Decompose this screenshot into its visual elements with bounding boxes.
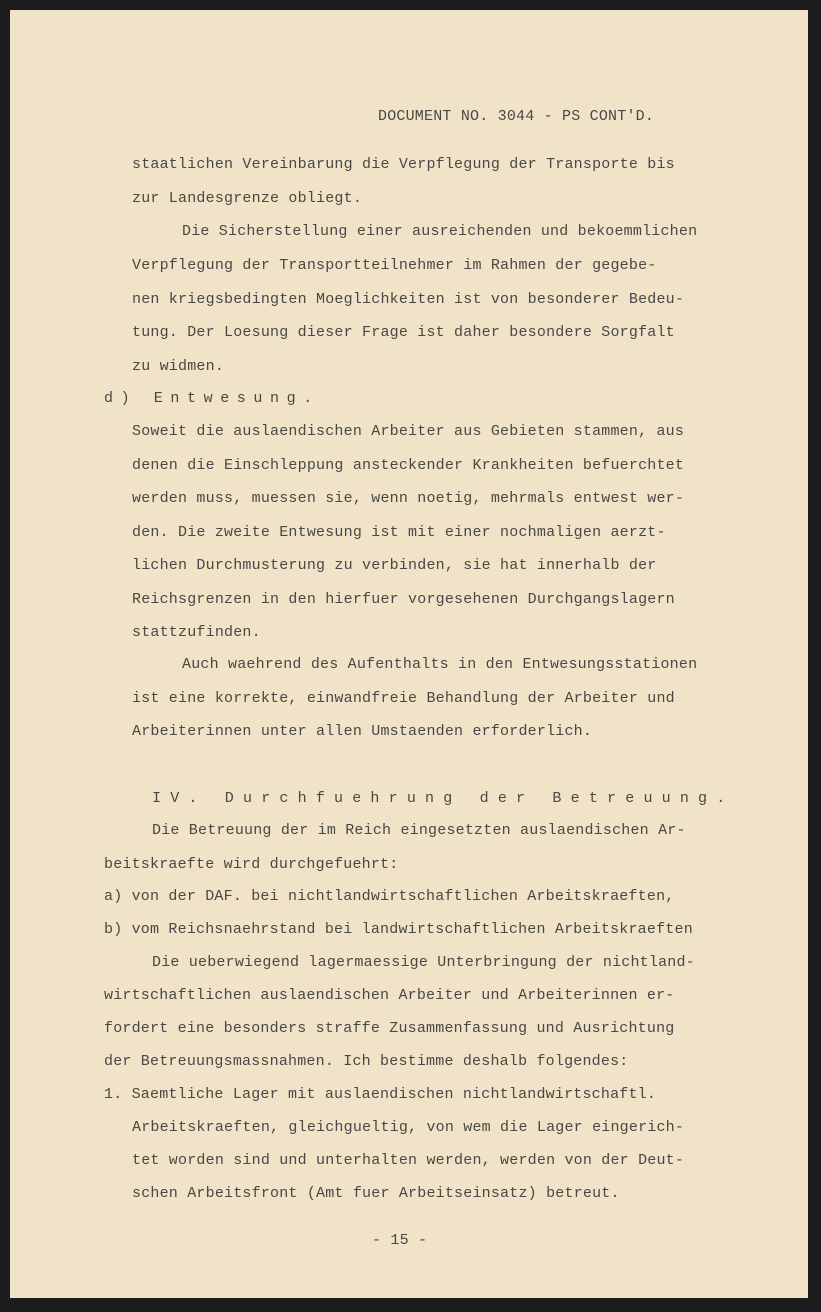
section-iv-heading: IV. Durchfuehrung der Betreuung. <box>152 790 735 807</box>
text-line: zu widmen. <box>132 358 225 375</box>
text-line: a) von der DAF. bei nichtlandwirtschaftlichen Arbeitskraeften, <box>104 888 675 905</box>
document-header: DOCUMENT NO. 3044 - PS CONT'D. <box>378 108 655 125</box>
text-line: der Betreuungsmassnahmen. Ich bestimme deshalb folgendes: <box>104 1053 629 1070</box>
text-line: lichen Durchmusterung zu verbinden, sie hat innerhalb der <box>132 557 657 574</box>
text-line: Auch waehrend des Aufenthalts in den Entwesungsstationen <box>182 656 698 673</box>
text-line: Die Betreuung der im Reich eingesetzten auslaendischen Ar- <box>152 822 686 839</box>
text-line: beitskraefte wird durchgefuehrt: <box>104 856 399 873</box>
text-line: ist eine korrekte, einwandfreie Behandlung der Arbeiter und <box>132 690 675 707</box>
document-page <box>10 10 808 1298</box>
text-line: Soweit die auslaendischen Arbeiter aus Gebieten stammen, aus <box>132 423 685 440</box>
text-line: zur Landesgrenze obliegt. <box>132 190 363 207</box>
text-line: staatlichen Vereinbarung die Verpflegung der Transporte bis <box>132 156 675 173</box>
text-line: Die Sicherstellung einer ausreichenden und bekoemmlichen <box>182 223 698 240</box>
text-line: Verpflegung der Transportteilnehmer im Rahmen der gegebe- <box>132 257 657 274</box>
text-line: stattzufinden. <box>132 624 261 641</box>
page-number: - 15 - <box>372 1232 428 1249</box>
text-line: Arbeiterinnen unter allen Umstaenden erforderlich. <box>132 723 593 740</box>
text-line: Arbeitskraeften, gleichgueltig, von wem die Lager eingerich- <box>132 1119 685 1136</box>
text-line: fordert eine besonders straffe Zusammenfassung und Ausrichtung <box>104 1020 675 1037</box>
text-line: nen kriegsbedingten Moeglichkeiten ist von besonderer Bedeu- <box>132 291 685 308</box>
text-line: Reichsgrenzen in den hierfuer vorgesehenen Durchgangslagern <box>132 591 675 608</box>
text-line: werden muss, muessen sie, wenn noetig, mehrmals entwest wer- <box>132 490 685 507</box>
text-line: tet worden sind und unterhalten werden, werden von der Deut- <box>132 1152 685 1169</box>
text-line: wirtschaftlichen auslaendischen Arbeiter und Arbeiterinnen er- <box>104 987 675 1004</box>
text-line: schen Arbeitsfront (Amt fuer Arbeitseinsatz) betreut. <box>132 1185 620 1202</box>
section-d-heading: d) Entwesung. <box>104 390 320 407</box>
text-line: Die ueberwiegend lagermaessige Unterbringung der nichtland- <box>152 954 695 971</box>
text-line: den. Die zweite Entwesung ist mit einer nochmaligen aerzt- <box>132 524 666 541</box>
text-line: tung. Der Loesung dieser Frage ist daher besondere Sorgfalt <box>132 324 675 341</box>
text-line: b) vom Reichsnaehrstand bei landwirtschaftlichen Arbeitskraeften <box>104 921 693 938</box>
text-line: denen die Einschleppung ansteckender Krankheiten befuerchtet <box>132 457 685 474</box>
text-line: 1. Saemtliche Lager mit auslaendischen nichtlandwirtschaftl. <box>104 1086 657 1103</box>
